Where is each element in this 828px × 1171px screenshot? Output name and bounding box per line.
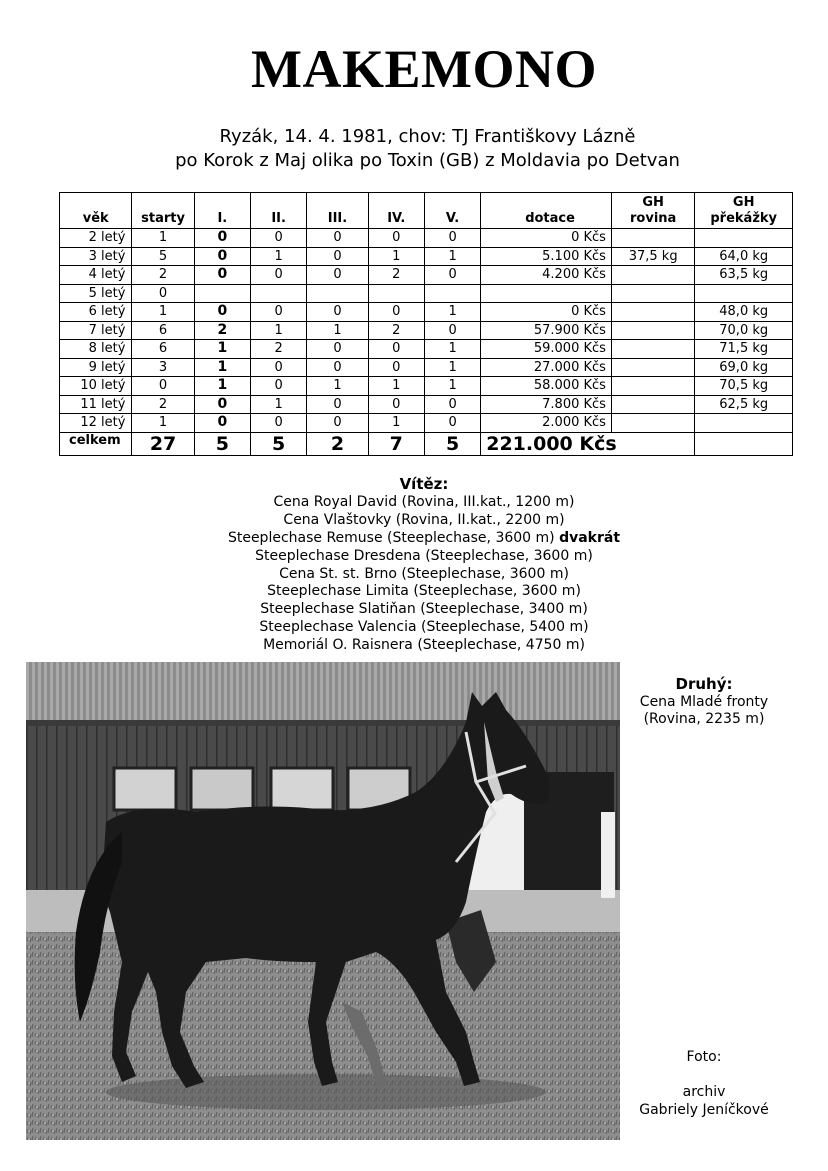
table-row (60, 303, 793, 322)
photo-credit-line2: Gabriely Jeníčkové (639, 1101, 769, 1118)
cell-age: 3 letý (60, 247, 132, 266)
total-second: 5 (251, 432, 307, 455)
twice-label: dvakrát (559, 529, 621, 546)
race-win: Steeplechase Valencia (Steeplechase, 5400 m) (259, 619, 589, 636)
cell-gh-jump: 63,5 kg (695, 266, 793, 285)
race-win: Steeplechase Dresdena (Steeplechase, 3600 m) (255, 547, 593, 564)
cell-starts: 0 (132, 284, 194, 303)
table-row (60, 284, 793, 303)
cell-age: 2 letý (60, 229, 132, 248)
cell-third: 0 (307, 395, 368, 414)
table-total-row (60, 432, 793, 455)
cell-gh-flat (611, 358, 694, 377)
cell-fifth: 0 (424, 321, 480, 340)
header-third: III. (307, 193, 368, 229)
cell-gh-jump: 71,5 kg (695, 340, 793, 359)
cell-gh-jump: 48,0 kg (695, 303, 793, 322)
cell-second: 0 (251, 303, 307, 322)
cell-prize-money: 0 Kčs (481, 303, 612, 322)
table-row (60, 340, 793, 359)
header-gh-flat-bottom: rovina (630, 211, 677, 226)
cell-starts: 5 (132, 247, 194, 266)
cell-fifth: 0 (424, 414, 480, 433)
cell-age: 5 letý (60, 284, 132, 303)
cell-starts: 2 (132, 395, 194, 414)
cell-first: 1 (194, 358, 250, 377)
cell-second: 0 (251, 358, 307, 377)
cell-starts: 2 (132, 266, 194, 285)
cell-fourth: 0 (368, 229, 424, 248)
total-label: celkem (60, 432, 132, 455)
cell-gh-flat (611, 377, 694, 396)
race-win (0, 530, 828, 548)
cell-prize-money: 57.900 Kčs (481, 321, 612, 340)
cell-gh-flat (611, 395, 694, 414)
cell-third: 1 (307, 377, 368, 396)
cell-starts: 6 (132, 340, 194, 359)
cell-fourth: 2 (368, 321, 424, 340)
table-row (60, 321, 793, 340)
cell-fourth: 2 (368, 266, 424, 285)
header-fifth: V. (424, 193, 480, 229)
cell-third: 0 (307, 414, 368, 433)
header-fourth: IV. (368, 193, 424, 229)
cell-second: 1 (251, 321, 307, 340)
header-prize-money: dotace (481, 193, 612, 229)
cell-first: 1 (194, 377, 250, 396)
cell-age: 12 letý (60, 414, 132, 433)
cell-fourth: 1 (368, 377, 424, 396)
cell-gh-flat (611, 303, 694, 322)
horse-photo (26, 662, 620, 1140)
cell-prize-money (481, 284, 612, 303)
cell-first: 2 (194, 321, 250, 340)
header-gh-jump-bottom: překážky (710, 211, 778, 226)
cell-starts: 1 (132, 414, 194, 433)
cell-gh-jump (695, 414, 793, 433)
cell-prize-money: 4.200 Kčs (481, 266, 612, 285)
second-heading: Druhý: (675, 675, 733, 693)
cell-fourth: 1 (368, 414, 424, 433)
cell-third: 0 (307, 303, 368, 322)
cell-prize-money: 7.800 Kčs (481, 395, 612, 414)
cell-gh-jump: 62,5 kg (695, 395, 793, 414)
cell-starts: 1 (132, 229, 194, 248)
cell-gh-jump (695, 229, 793, 248)
cell-starts: 3 (132, 358, 194, 377)
total-fifth: 5 (424, 432, 480, 455)
race-win: Cena St. st. Brno (Steeplechase, 3600 m) (279, 565, 569, 582)
cell-fifth: 1 (424, 303, 480, 322)
cell-gh-jump: 64,0 kg (695, 247, 793, 266)
cell-prize-money: 27.000 Kčs (481, 358, 612, 377)
winner-heading: Vítěz: (399, 475, 449, 493)
cell-gh-flat (611, 266, 694, 285)
horse-photo-illustration (26, 662, 620, 1140)
cell-age: 7 letý (60, 321, 132, 340)
total-fourth: 7 (368, 432, 424, 455)
cell-gh-jump: 69,0 kg (695, 358, 793, 377)
cell-age: 4 letý (60, 266, 132, 285)
cell-third: 0 (307, 229, 368, 248)
header-age: věk (60, 193, 132, 229)
table-row (60, 358, 793, 377)
cell-age: 10 letý (60, 377, 132, 396)
cell-fourth (368, 284, 424, 303)
photo-credit-line1: archiv (682, 1084, 726, 1100)
cell-first (194, 284, 250, 303)
cell-fifth: 1 (424, 340, 480, 359)
cell-gh-flat (611, 340, 694, 359)
cell-first: 1 (194, 340, 250, 359)
cell-prize-money: 5.100 Kčs (481, 247, 612, 266)
cell-age: 9 letý (60, 358, 132, 377)
cell-fifth: 1 (424, 247, 480, 266)
header-starts: starty (132, 193, 194, 229)
race-win: Steeplechase Limita (Steeplechase, 3600 m) (267, 583, 581, 600)
cell-fifth: 1 (424, 358, 480, 377)
cell-gh-flat (611, 414, 694, 433)
cell-starts: 1 (132, 303, 194, 322)
cell-first: 0 (194, 229, 250, 248)
cell-fifth (424, 284, 480, 303)
cell-fifth: 0 (424, 266, 480, 285)
cell-starts: 0 (132, 377, 194, 396)
table-row (60, 414, 793, 433)
cell-third: 0 (307, 266, 368, 285)
second-place-section (612, 676, 796, 729)
cell-second: 2 (251, 340, 307, 359)
horse-details: Ryzák, 14. 4. 1981, chov: TJ Františkovy Lázně (219, 126, 636, 147)
race-win: Cena Vlaštovky (Rovina, II.kat., 2200 m) (283, 511, 565, 528)
table-row (60, 395, 793, 414)
cell-gh-jump: 70,0 kg (695, 321, 793, 340)
cell-first: 0 (194, 247, 250, 266)
table-row (60, 229, 793, 248)
header-gh-jump (695, 193, 793, 229)
photo-credit (612, 1049, 796, 1119)
cell-fifth: 0 (424, 229, 480, 248)
cell-first: 0 (194, 395, 250, 414)
cell-prize-money: 2.000 Kčs (481, 414, 612, 433)
race-record-table (59, 192, 793, 456)
cell-third: 0 (307, 247, 368, 266)
second-race-name: Cena Mladé fronty (639, 693, 769, 710)
cell-fourth: 0 (368, 340, 424, 359)
cell-third: 0 (307, 340, 368, 359)
cell-fourth: 0 (368, 358, 424, 377)
cell-starts: 6 (132, 321, 194, 340)
page-title: MAKEMONO (251, 39, 597, 99)
race-win: Memoriál O. Raisnera (Steeplechase, 4750 m) (263, 637, 585, 654)
race-win: Steeplechase Slatiňan (Steeplechase, 3400 m) (260, 601, 588, 618)
header-second: II. (251, 193, 307, 229)
photo-credit-label: Foto: (686, 1049, 722, 1065)
winner-section (0, 476, 828, 655)
cell-second: 1 (251, 247, 307, 266)
table-header-row (60, 193, 793, 229)
total-first: 5 (194, 432, 250, 455)
cell-second: 0 (251, 377, 307, 396)
cell-gh-flat (611, 284, 694, 303)
cell-third: 1 (307, 321, 368, 340)
header-gh-flat-top: GH (642, 195, 664, 210)
total-gh-jump (695, 432, 793, 455)
total-third: 2 (307, 432, 368, 455)
cell-prize-money: 58.000 Kčs (481, 377, 612, 396)
header-gh-jump-top: GH (732, 195, 755, 210)
race-win: Cena Royal David (Rovina, III.kat., 1200 m) (273, 493, 575, 510)
cell-fifth: 1 (424, 377, 480, 396)
cell-gh-flat (611, 321, 694, 340)
cell-gh-jump (695, 284, 793, 303)
header-gh-flat (611, 193, 694, 229)
cell-fourth: 0 (368, 303, 424, 322)
cell-first: 0 (194, 414, 250, 433)
total-prize-money: 221.000 Kčs (481, 432, 695, 455)
cell-gh-flat (611, 229, 694, 248)
table-row (60, 266, 793, 285)
second-race-details: (Rovina, 2235 m) (643, 711, 765, 727)
cell-age: 6 letý (60, 303, 132, 322)
cell-fourth: 1 (368, 247, 424, 266)
table-row (60, 377, 793, 396)
cell-second: 0 (251, 414, 307, 433)
cell-third: 0 (307, 358, 368, 377)
cell-age: 8 letý (60, 340, 132, 359)
cell-third (307, 284, 368, 303)
cell-second: 0 (251, 229, 307, 248)
cell-gh-flat: 37,5 kg (611, 247, 694, 266)
cell-prize-money: 0 Kčs (481, 229, 612, 248)
cell-second: 0 (251, 266, 307, 285)
cell-age: 11 letý (60, 395, 132, 414)
cell-fourth: 0 (368, 395, 424, 414)
cell-second: 1 (251, 395, 307, 414)
pedigree-line: po Korok z Maj olika po Toxin (GB) z Moldavia po Detvan (175, 150, 680, 171)
cell-first: 0 (194, 266, 250, 285)
cell-second (251, 284, 307, 303)
header-first: I. (194, 193, 250, 229)
race-win-name: Steeplechase Remuse (Steeplechase, 3600 m) (227, 529, 555, 546)
table-row (60, 247, 793, 266)
cell-prize-money: 59.000 Kčs (481, 340, 612, 359)
total-starts: 27 (132, 432, 194, 455)
cell-fifth: 0 (424, 395, 480, 414)
cell-first: 0 (194, 303, 250, 322)
cell-gh-jump: 70,5 kg (695, 377, 793, 396)
